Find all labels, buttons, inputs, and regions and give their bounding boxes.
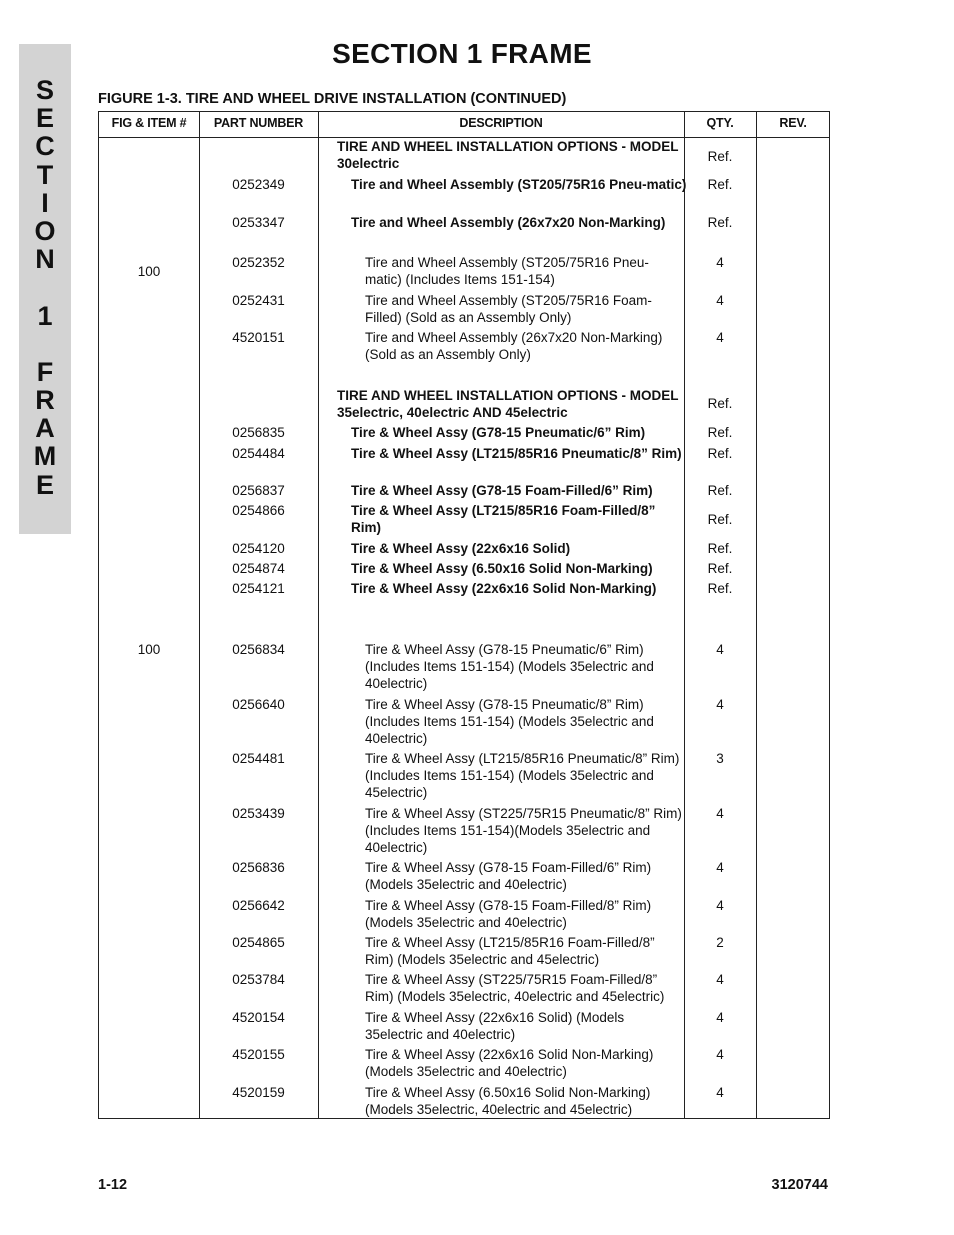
row-part-number: 0254120 bbox=[232, 541, 285, 556]
row-part-number: 0253439 bbox=[232, 806, 285, 821]
row-part-number: 0253347 bbox=[232, 215, 285, 230]
row-part-number: 4520151 bbox=[232, 330, 285, 345]
row-part-number: 0254481 bbox=[232, 751, 285, 766]
row-part-number: 0254121 bbox=[232, 581, 285, 596]
side-tab-letter: O bbox=[34, 215, 56, 246]
side-tab-letter: A bbox=[35, 413, 55, 444]
header-rev: REV. bbox=[779, 116, 807, 130]
header-part-number: PART NUMBER bbox=[213, 116, 304, 130]
side-tab-letter: 1 bbox=[37, 300, 53, 331]
row-qty: 4 bbox=[716, 972, 724, 987]
row-qty: 4 bbox=[716, 1010, 724, 1025]
side-tab-letter: S bbox=[35, 75, 54, 105]
side-tab-letter: R bbox=[35, 385, 55, 416]
row-description: TIRE AND WHEEL INSTALLATION OPTIONS - MODEL 30electric bbox=[337, 139, 679, 171]
row-description: Tire & Wheel Assy (G78-15 Foam-Filled/6” Rim) (Models 35electric and 40electric) bbox=[365, 860, 652, 892]
row-description: TIRE AND WHEEL INSTALLATION OPTIONS - MODEL 35electric, 40electric AND 45electric bbox=[337, 388, 679, 420]
page-title bbox=[0, 38, 954, 70]
header-description: DESCRIPTION bbox=[459, 116, 543, 130]
row-part-number: 0256835 bbox=[232, 425, 285, 440]
row-qty: 4 bbox=[716, 898, 724, 913]
side-tab-letter: M bbox=[33, 441, 57, 472]
column-divider bbox=[318, 112, 319, 1118]
row-part-number: 0256642 bbox=[232, 898, 285, 913]
row-description: Tire & Wheel Assy (22x6x16 Solid Non-Marking) (Models 35electric and 40electric) bbox=[365, 1047, 654, 1079]
row-part-number: 0252349 bbox=[232, 177, 285, 192]
page-title-text: SECTION 1 FRAME bbox=[332, 38, 592, 69]
row-qty: 4 bbox=[716, 255, 724, 270]
row-description: Tire & Wheel Assy (G78-15 Pneumatic/6” Rim) (Includes Items 151-154) (Models 35electric and 40electric) bbox=[365, 642, 654, 691]
row-part-number: 4520155 bbox=[232, 1047, 285, 1062]
side-tab-letter: E bbox=[35, 103, 54, 134]
row-part-number: 0256837 bbox=[232, 483, 285, 498]
row-description: Tire and Wheel Assembly (26x7x20 Non-Marking) bbox=[351, 215, 666, 230]
row-part-number: 0256834 bbox=[232, 642, 285, 657]
side-tab-letter: T bbox=[36, 159, 54, 190]
page-number: 1-12 bbox=[98, 1177, 128, 1193]
row-qty: 4 bbox=[716, 697, 724, 712]
figure-title: FIGURE 1-3. TIRE AND WHEEL DRIVE INSTALLATION (CONTINUED) bbox=[98, 91, 567, 107]
row-qty: 4 bbox=[716, 860, 724, 875]
row-description: Tire & Wheel Assy (ST225/75R15 Foam-Filled/8” Rim) (Models 35electric, 40electric and 45electric) bbox=[365, 972, 665, 1004]
row-part-number: 0254484 bbox=[232, 446, 285, 461]
row-qty: Ref. bbox=[707, 446, 733, 461]
row-fig-item: 100 bbox=[137, 642, 161, 657]
row-description: Tire & Wheel Assy (G78-15 Foam-Filled/6” Rim) bbox=[351, 483, 653, 498]
row-part-number: 0252352 bbox=[232, 255, 285, 270]
row-description: Tire & Wheel Assy (6.50x16 Solid Non-Marking) bbox=[351, 561, 653, 576]
row-description: Tire & Wheel Assy (LT215/85R16 Pneumatic/8” Rim) bbox=[351, 446, 682, 461]
row-description: Tire and Wheel Assembly (ST205/75R16 Foam-Filled) (Sold as an Assembly Only) bbox=[365, 293, 652, 325]
row-description: Tire & Wheel Assy (22x6x16 Solid) (Models 35electric and 40electric) bbox=[365, 1010, 625, 1042]
row-part-number: 0253784 bbox=[232, 972, 285, 987]
document-number: 3120744 bbox=[771, 1177, 828, 1193]
row-description: Tire and Wheel Assembly (ST205/75R16 Pneu-matic) bbox=[351, 177, 687, 192]
row-part-number: 4520154 bbox=[232, 1010, 285, 1025]
row-fig-item: 100 bbox=[137, 264, 161, 279]
row-part-number: 4520159 bbox=[232, 1085, 285, 1100]
row-qty: 3 bbox=[716, 751, 724, 766]
row-description: Tire & Wheel Assy (LT215/85R16 Pneumatic/8” Rim) (Includes Items 151-154) (Models 35electric and 45electric) bbox=[365, 751, 680, 800]
row-qty: Ref. bbox=[707, 215, 733, 230]
row-description: Tire & Wheel Assy (ST225/75R15 Pneumatic/8” Rim) (Includes Items 151-154)(Models 35electric and 40electric) bbox=[365, 806, 682, 855]
row-description: Tire & Wheel Assy (G78-15 Foam-Filled/8” Rim) (Models 35electric and 40electric) bbox=[365, 898, 652, 930]
row-part-number: 0254865 bbox=[232, 935, 285, 950]
row-qty: Ref. bbox=[707, 541, 733, 556]
side-tab-letter: I bbox=[41, 187, 49, 218]
row-qty: Ref. bbox=[707, 177, 733, 192]
row-description: Tire & Wheel Assy (22x6x16 Solid Non-Marking) bbox=[351, 581, 657, 596]
header-qty: QTY. bbox=[706, 116, 734, 130]
row-part-number: 0252431 bbox=[232, 293, 285, 308]
row-qty: Ref. bbox=[707, 396, 733, 411]
side-tab-letter: E bbox=[35, 469, 54, 500]
row-description: Tire & Wheel Assy (6.50x16 Solid Non-Marking) (Models 35electric, 40electric and 45electric) bbox=[365, 1085, 651, 1117]
side-tab-letter: C bbox=[35, 131, 55, 162]
row-qty: 4 bbox=[716, 1085, 724, 1100]
row-qty: 4 bbox=[716, 293, 724, 308]
row-qty: Ref. bbox=[707, 483, 733, 498]
side-tab-letter: N bbox=[35, 244, 55, 275]
row-qty: Ref. bbox=[707, 512, 733, 527]
row-description: Tire & Wheel Assy (G78-15 Pneumatic/8” Rim) (Includes Items 151-154) (Models 35electric and 40electric) bbox=[365, 697, 654, 746]
row-description: Tire and Wheel Assembly (ST205/75R16 Pneu-matic) (Includes Items 151-154) bbox=[365, 255, 649, 287]
row-qty: 4 bbox=[716, 1047, 724, 1062]
row-description: Tire & Wheel Assy (LT215/85R16 Foam-Filled/8” Rim) bbox=[351, 503, 656, 535]
row-description: Tire & Wheel Assy (LT215/85R16 Foam-Filled/8” Rim) (Models 35electric and 45electric) bbox=[365, 935, 655, 967]
column-divider bbox=[756, 112, 757, 1118]
row-description: Tire & Wheel Assy (G78-15 Pneumatic/6” Rim) bbox=[351, 425, 646, 440]
row-description: Tire and Wheel Assembly (26x7x20 Non-Marking) (Sold as an Assembly Only) bbox=[365, 330, 663, 362]
parts-table bbox=[98, 111, 830, 1119]
row-qty: 2 bbox=[716, 935, 724, 950]
row-part-number: 0254874 bbox=[232, 561, 285, 576]
row-qty: 4 bbox=[716, 330, 724, 345]
section-side-tab-letters bbox=[19, 76, 71, 499]
row-part-number: 0256640 bbox=[232, 697, 285, 712]
row-qty: Ref. bbox=[707, 425, 733, 440]
header-fig-item: FIG & ITEM # bbox=[111, 116, 187, 130]
row-part-number: 0254866 bbox=[232, 503, 285, 518]
row-qty: Ref. bbox=[707, 581, 733, 596]
row-qty: 4 bbox=[716, 806, 724, 821]
row-part-number: 0256836 bbox=[232, 860, 285, 875]
row-description: Tire & Wheel Assy (22x6x16 Solid) bbox=[351, 541, 571, 556]
row-qty: Ref. bbox=[707, 149, 733, 164]
side-tab-letter: F bbox=[36, 356, 54, 387]
row-qty: 4 bbox=[716, 642, 724, 657]
row-qty: Ref. bbox=[707, 561, 733, 576]
